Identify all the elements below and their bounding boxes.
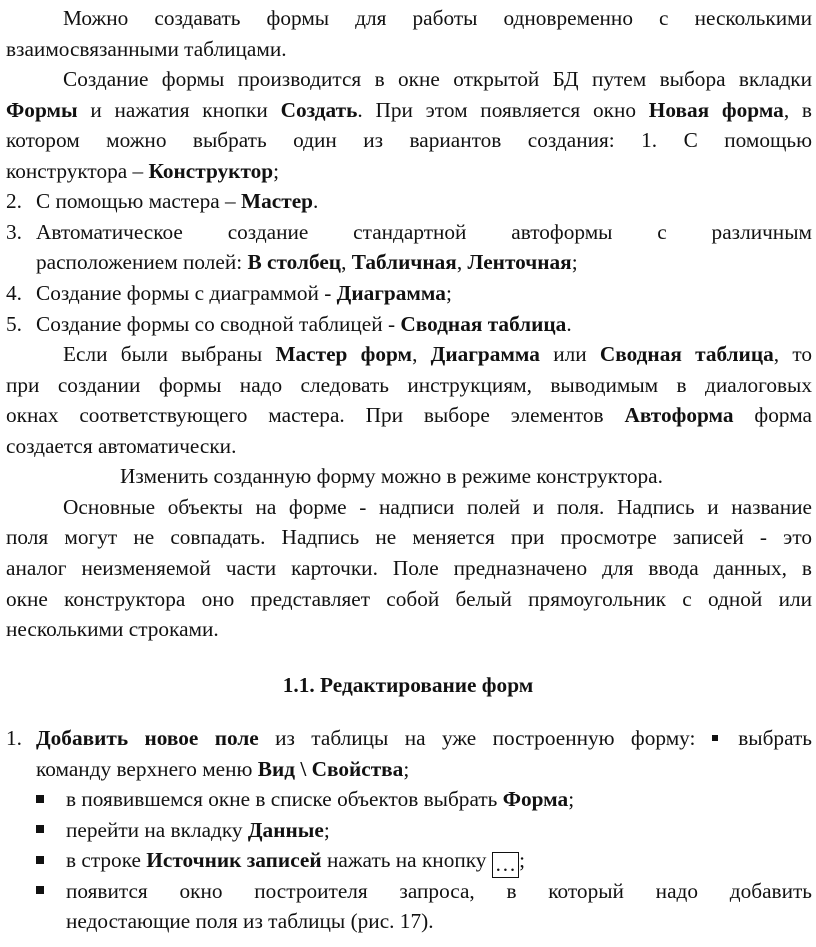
text: ; [273, 158, 280, 183]
bullet-item-3 [66, 844, 525, 878]
text: в появившемся окне в списке объектов выбрать [66, 787, 503, 812]
text: ; [568, 787, 575, 812]
term-avtoforma: Автоформа [624, 403, 734, 428]
list-item-4 [36, 277, 452, 310]
term-vid-svoystva: Вид \ Свойства [257, 756, 404, 781]
text: Создание формы со сводной таблицей - [36, 311, 401, 336]
term-sozdat: Создать [280, 97, 358, 122]
term-dannye: Данные [247, 817, 324, 842]
list-item-2 [36, 185, 318, 218]
paragraph-2-line-4 [6, 155, 279, 188]
text: окнах соответствующего мастера. При выборе элементов [6, 403, 625, 428]
text: , [341, 250, 352, 275]
list-number: 3. [6, 219, 22, 244]
term-istochnik-zapisey: Источник записей [146, 848, 322, 873]
square-bullet-icon [36, 825, 44, 833]
list-number: 4. [6, 280, 22, 305]
text: , то [773, 342, 813, 367]
text: ; [445, 280, 452, 305]
paragraph-4-line-1: Изменить созданную форму можно в режиме конструктора. [120, 464, 663, 489]
bullet-item-2 [66, 814, 330, 847]
paragraph-3-line-2: при создании формы надо следовать инструкциям, выводимым в диалоговых [6, 372, 812, 397]
text: С помощью мастера – [36, 189, 242, 214]
text: , [412, 342, 431, 367]
term-tablichnaya: Табличная [351, 250, 457, 275]
term-konstruktor: Конструктор [148, 158, 274, 183]
term-forma: Форма [502, 787, 569, 812]
paragraph-5-line-4: окне конструктора оно представляет собой белый прямоугольник с одной или [6, 586, 812, 611]
text: , [456, 250, 468, 275]
text: . При этом появляется окно [357, 97, 649, 122]
term-dobavit-novoe-pole: Добавить новое поле [36, 726, 259, 750]
paragraph-2-line-3: котором можно выбрать один из вариантов создания: 1. С помощью [6, 128, 812, 153]
text: расположением полей: [36, 250, 248, 275]
term-v-stolbets: В столбец [247, 250, 342, 275]
paragraph-3-line-3 [6, 399, 812, 432]
section-heading: 1.1. Редактирование форм [282, 672, 534, 697]
paragraph-1-line-1: Можно создавать формы для работы одновременно с несколькими [63, 5, 812, 30]
text: выбрать [721, 726, 812, 750]
paragraph-3-line-1 [6, 338, 812, 371]
term-svodnaya-tablitsa: Сводная таблица [599, 342, 774, 367]
text: конструктора – [6, 158, 149, 183]
list2-item-1-line-2 [36, 753, 409, 786]
text: форма [733, 403, 812, 428]
paragraph-1-line-2: взаимосвязанными таблицами. [6, 36, 287, 61]
text: , в [783, 97, 812, 122]
text: ; [403, 756, 410, 781]
text: нажать на кнопку [321, 848, 492, 873]
term-master: Мастер [241, 189, 314, 214]
square-bullet-icon [36, 886, 44, 894]
ellipsis-button-illustration: … [492, 852, 519, 878]
text: ; [571, 250, 578, 275]
text: Если были выбраны [63, 342, 276, 367]
list-number: 2. [6, 189, 22, 214]
paragraph-2-line-1: Создание формы производится в окне открытой БД путем выбора вкладки [63, 67, 812, 91]
list-item-3-line-1: Автоматическое создание стандартной автоформы с различным [36, 219, 812, 244]
square-bullet-icon [36, 795, 44, 803]
term-lentochnaya: Ленточная [467, 250, 572, 275]
square-bullet-icon [712, 735, 718, 741]
text: Создание формы с диаграммой - [36, 280, 337, 305]
term-diagramma: Диаграмма [430, 342, 540, 367]
text: . [566, 311, 572, 336]
square-bullet-icon [36, 856, 44, 864]
paragraph-5-line-5: несколькими строками. [6, 617, 219, 642]
bullet-item-1 [66, 783, 574, 816]
text: в строке [66, 848, 147, 873]
term-master-form: Мастер форм [275, 342, 413, 367]
paragraph-5-line-1: Основные объекты на форме - надписи полей и поля. Надпись и название [63, 494, 812, 519]
term-svodnaya-tablitsa: Сводная таблица [400, 311, 567, 336]
text: или [539, 342, 600, 367]
term-formy: Формы [6, 97, 78, 122]
text: . [313, 189, 319, 214]
list-number: 1. [6, 726, 22, 750]
text: и нажатия кнопки [77, 97, 281, 122]
paragraph-3-line-4: создается автоматически. [6, 433, 237, 458]
list2-item-1-line-1 [36, 722, 812, 755]
text: перейти на вкладку [66, 817, 248, 842]
list-item-3-line-2 [36, 246, 578, 279]
list-item-5 [36, 308, 572, 341]
bullet-item-4-line-1: появится окно построителя запроса, в который надо добавить [66, 878, 812, 903]
paragraph-5-line-2: поля могут не совпадать. Надпись не меняется при просмотре записей - это [6, 525, 812, 550]
text: ; [323, 817, 330, 842]
term-novaya-forma: Новая форма [648, 97, 784, 122]
text: из таблицы на уже построенную форму: [258, 726, 712, 750]
paragraph-5-line-3: аналог неизменяемой части карточки. Поле предназначено для ввода данных, в [6, 556, 812, 580]
list-number: 5. [6, 311, 22, 336]
bullet-item-4-line-2: недостающие поля из таблицы (рис. 17). [66, 909, 434, 934]
term-diagramma: Диаграмма [336, 280, 446, 305]
text: ; [519, 848, 525, 873]
paragraph-2-line-2 [6, 94, 812, 127]
text: команду верхнего меню [36, 756, 258, 781]
